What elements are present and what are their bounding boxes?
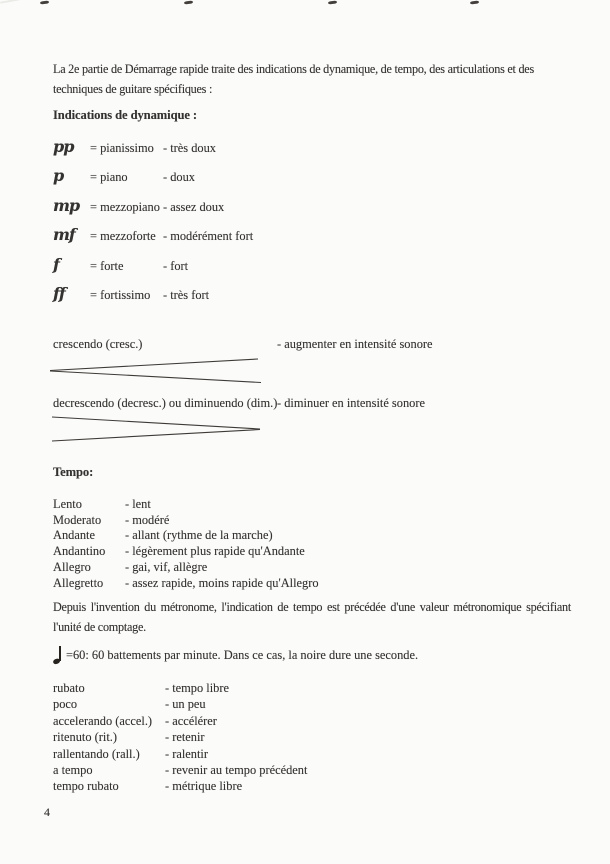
metronome-text: =60: 60 battements par minute. Dans ce cas, la noire dure une seconde. [66,648,419,662]
modifier-row [53,713,307,729]
modifier-desc: - accélérer [165,713,217,728]
modifier-desc: - retenir [165,730,205,745]
decrescendo-label: decrescendo (decresc.) ou diminuendo (dim.) [53,396,278,410]
tempo-desc: - gai, vif, allègre [125,559,208,574]
tempo-modifiers-list [53,680,307,795]
dynamic-symbol: f [53,254,59,274]
tempo-heading: Tempo: [53,465,94,479]
dynamic-term: = mezzoforte [90,229,156,244]
crescendo-desc: - augmenter en intensité sonore [277,337,433,351]
page-number: 4 [44,805,50,819]
tempo-desc: - assez rapide, moins rapide qu'Allegro [125,575,319,590]
dynamic-desc: - doux [163,170,196,185]
tempo-term: Allegretto [53,575,104,590]
tempo-desc: - modéré [125,512,170,527]
dynamics-row [53,284,533,313]
dynamics-list [53,137,533,313]
modifier-term: accelerando (accel.) [53,713,153,728]
decrescendo-hairpin-icon [50,413,265,444]
page-top-cropped-glyph [470,0,479,4]
tempo-row [53,528,319,544]
dynamic-desc: - assez doux [163,199,225,214]
page-top-cropped-glyph [184,0,193,4]
dynamics-row [53,225,533,254]
dynamic-symbol: ff [53,283,65,303]
tempo-term: Lento [53,497,82,511]
dynamics-row [53,166,533,195]
page-top-cropped-glyph [328,0,337,4]
modifier-desc: - un peu [165,697,206,712]
modifier-desc: - tempo libre [165,681,229,695]
tempo-term: Andante [53,528,95,543]
modifier-term: ritenuto (rit.) [53,730,117,745]
modifier-row [53,746,307,762]
tempo-row [53,544,319,560]
metronome-paragraph: Depuis l'invention du métronome, l'indication de tempo est précédée d'une valeur métronomique spécifiant l'unité de comptage. [53,600,571,634]
metronome-value-line [53,646,418,666]
modifier-row [53,762,307,778]
tempo-row [53,560,319,576]
dynamic-desc: - très doux [163,141,216,155]
scan-smudge-artifact [0,0,20,4]
modifier-term: rubato [53,681,85,695]
tempo-row [53,497,319,513]
modifier-row [53,696,307,712]
crescendo-hairpin-icon [48,354,266,385]
modifier-term: rallentando (rall.) [53,746,140,761]
dynamic-term: = forte [90,258,124,273]
tempo-desc: - lent [125,497,151,511]
modifier-desc: - ralentir [165,746,208,761]
modifier-term: tempo rubato [53,779,119,794]
dynamic-symbol: p [53,166,64,186]
tempo-term: Moderato [53,512,102,527]
decrescendo-desc: - diminuer en intensité sonore [277,396,425,410]
dynamic-term: = piano [90,170,128,185]
modifier-desc: - métrique libre [165,779,243,794]
dynamic-desc: - très fort [163,287,210,302]
dynamic-desc: - modérément fort [163,229,254,244]
crescendo-row [53,337,533,353]
dynamics-row [53,255,533,284]
quarter-note-icon [53,646,64,663]
modifier-term: a tempo [53,763,93,778]
dynamics-row [53,196,533,225]
dynamic-symbol: pp [53,137,74,156]
dynamic-term: = mezzopiano [90,199,160,214]
modifier-desc: - revenir au tempo précédent [165,763,308,778]
tempo-row [53,513,319,529]
dynamic-desc: - fort [163,258,189,273]
tempo-desc: - allant (rythme de la marche) [125,528,273,543]
decrescendo-row [53,396,533,412]
modifier-row [53,680,307,696]
crescendo-label: crescendo (cresc.) [53,337,143,351]
tempo-term: Allegro [53,559,91,574]
modifier-term: poco [53,697,78,712]
dynamic-symbol: mp [53,195,80,215]
tempo-desc: - légèrement plus rapide qu'Andante [125,544,305,559]
tempo-row [53,576,319,592]
page-top-cropped-glyph [40,0,49,4]
tempo-term: Andantino [53,544,106,559]
modifier-row [53,729,307,745]
dynamic-symbol: mf [53,225,75,245]
intro-paragraph: La 2e partie de Démarrage rapide traite des indications de dynamique, de tempo, des articulations et des techniques de guitare spécifiques : [53,62,534,96]
dynamics-heading: Indications de dynamique : [53,108,198,122]
modifier-row [53,778,307,794]
dynamic-term: = fortissimo [90,287,151,302]
tempo-list [53,497,319,591]
dynamic-term: = pianissimo [90,141,154,155]
dynamics-row [53,137,533,166]
